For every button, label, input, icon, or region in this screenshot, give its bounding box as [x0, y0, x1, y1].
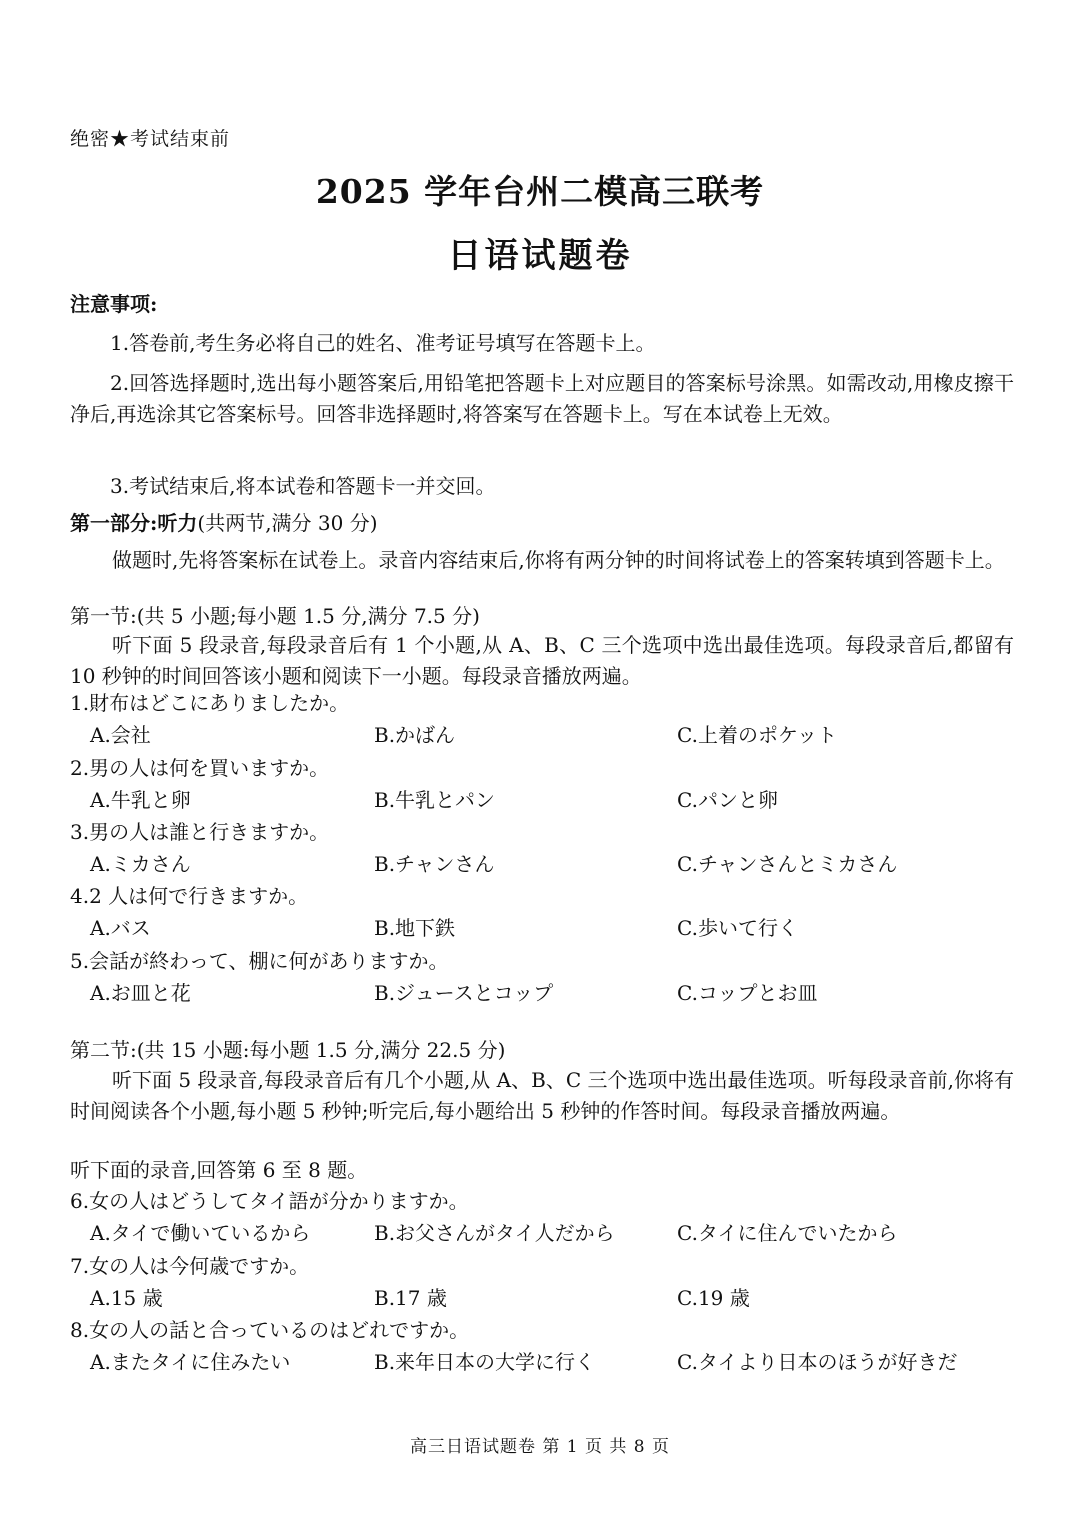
option-b: B.牛乳とパン — [374, 788, 496, 812]
question-3: 3.男の人は誰と行きますか。 — [70, 820, 330, 844]
question-5: 5.会話が終わって、棚に何がありますか。 — [70, 949, 449, 973]
question-7: 7.女の人は今何歳ですか。 — [70, 1254, 310, 1278]
option-a: A.またタイに住みたい — [90, 1350, 291, 1374]
option-c: C.上着のポケット — [677, 723, 837, 747]
option-b: B.来年日本の大学に行く — [374, 1350, 596, 1374]
section1-heading: 第一节:(共 5 小题;每小题 1.5 分,满分 7.5 分) — [70, 604, 480, 628]
option-a: A.ミカさん — [90, 852, 191, 876]
option-a: A.お皿と花 — [90, 981, 191, 1005]
option-c: C.パンと卵 — [677, 788, 778, 812]
part1-intro: 做题时,先将答案标在试卷上。录音内容结束后,你将有两分钟的时间将试卷上的答案转填到答题卡上。 — [112, 548, 1005, 572]
question-1: 1.財布はどこにありましたか。 — [70, 691, 350, 715]
option-a: A.バス — [90, 916, 151, 940]
part1-heading-bold: 第一部分:听力 — [70, 511, 198, 535]
section2-group-intro: 听下面的录音,回答第 6 至 8 题。 — [70, 1158, 368, 1182]
question-4: 4.2 人は何で行きますか。 — [70, 884, 309, 908]
question-2: 2.男の人は何を買いますか。 — [70, 756, 330, 780]
notice-heading: 注意事项: — [70, 292, 158, 316]
option-a: A.会社 — [90, 723, 151, 747]
option-c: C.コップとお皿 — [677, 981, 818, 1005]
notice-item-1: 1.答卷前,考生务必将自己的姓名、准考证号填写在答题卡上。 — [110, 331, 656, 355]
part1-heading — [70, 508, 1014, 539]
section1-intro: 听下面 5 段录音,每段录音后有 1 个小题,从 A、B、C 三个选项中选出最佳选项。每段录音后,都留有 10 秒钟的时间回答该小题和阅读下一小题。每段录音播放两遍。 — [70, 633, 1014, 688]
option-c: C.タイに住んでいたから — [677, 1221, 898, 1245]
option-b: B.地下鉄 — [374, 916, 456, 940]
option-a: A.15 歳 — [90, 1286, 163, 1310]
notice-item-2: 2.回答选择题时,选出每小题答案后,用铅笔把答题卡上对应题目的答案标号涂黑。如需改动,用橡皮擦干净后,再选涂其它答案标号。回答非选择题时,将答案写在答题卡上。写在本试卷上无效。 — [70, 371, 1014, 426]
notice-item-3: 3.考试结束后,将本试卷和答题卡一并交回。 — [110, 474, 496, 498]
option-c: C.19 歳 — [677, 1286, 750, 1310]
option-c: C.タイより日本のほうが好きだ — [677, 1350, 958, 1374]
part1-heading-rest: (共两节,满分 30 分) — [197, 511, 378, 535]
option-b: B.かばん — [374, 723, 456, 747]
option-b: B.ジュースとコップ — [374, 981, 554, 1005]
question-6: 6.女の人はどうしてタイ語が分かりますか。 — [70, 1189, 469, 1213]
section2-heading: 第二节:(共 15 小题:每小题 1.5 分,满分 22.5 分) — [70, 1038, 506, 1062]
page-footer: 高三日语试题卷 第 1 页 共 8 页 — [409, 1437, 671, 1457]
option-c: C.歩いて行く — [677, 916, 798, 940]
section2-intro: 听下面 5 段录音,每段录音后有几个小题,从 A、B、C 三个选项中选出最佳选项。听每段录音前,你将有时间阅读各个小题,每小题 5 秒钟;听完后,每小题给出 5 秒钟的作答时间。每段录音播放两遍。 — [70, 1068, 1014, 1123]
option-b: B.チャンさん — [374, 852, 495, 876]
option-c: C.チャンさんとミカさん — [677, 852, 898, 876]
option-b: B.17 歳 — [374, 1286, 447, 1310]
option-b: B.お父さんがタイ人だから — [374, 1221, 615, 1245]
exam-title: 2025 学年台州二模高三联考 — [315, 172, 765, 211]
option-a: A.牛乳と卵 — [90, 788, 191, 812]
question-8: 8.女の人の話と合っているのはどれですか。 — [70, 1318, 470, 1342]
exam-subtitle: 日语试题卷 — [447, 236, 633, 276]
option-a: A.タイで働いているから — [90, 1221, 311, 1245]
confidential-label: 绝密★考试结束前 — [70, 128, 231, 150]
